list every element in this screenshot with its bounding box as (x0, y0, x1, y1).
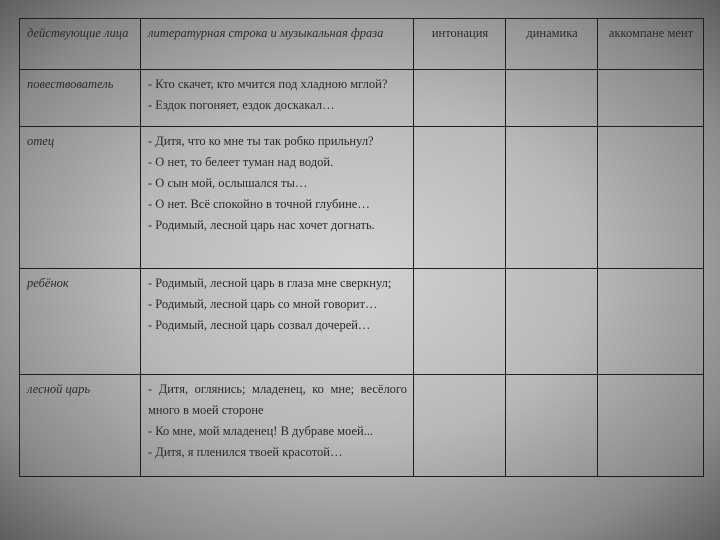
phrase-cell (141, 70, 414, 127)
phrase-cell (141, 269, 414, 375)
dynamics-cell[interactable] (506, 375, 598, 477)
table-row (20, 269, 704, 375)
header-intonation: интонация (414, 19, 506, 70)
phrase-line: - Родимый, лесной царь в глаза мне сверкнул; (148, 276, 392, 290)
intonation-cell[interactable] (414, 375, 506, 477)
role-cell: отец (20, 127, 141, 269)
dynamics-cell[interactable] (506, 127, 598, 269)
phrase-line: - Дитя, оглянись; младенец, ко мне; весёлого много в моей стороне (148, 382, 407, 417)
phrase-line: - Кто скачет, кто мчится под хладною мглой? (148, 77, 388, 91)
phrase-line: - Дитя, что ко мне ты так робко прильнул? (148, 134, 374, 148)
intonation-cell[interactable] (414, 70, 506, 127)
table-row (20, 127, 704, 269)
phrase-line: - Ко мне, мой младенец! В дубраве моей... (148, 424, 374, 438)
worksheet-table (19, 18, 704, 477)
accompaniment-cell[interactable] (598, 269, 704, 375)
table-row (20, 375, 704, 477)
header-dynamics: динамика (506, 19, 598, 70)
intonation-cell[interactable] (414, 127, 506, 269)
accompaniment-cell[interactable] (598, 70, 704, 127)
phrase-line: - Родимый, лесной царь со мной говорит… (148, 297, 378, 311)
phrase-line: - Дитя, я пленился твоей красотой… (148, 445, 343, 459)
phrase-cell (141, 127, 414, 269)
role-cell: ребёнок (20, 269, 141, 375)
dynamics-cell[interactable] (506, 70, 598, 127)
header-row (20, 19, 704, 70)
role-cell: лесной царь (20, 375, 141, 477)
header-accompaniment: аккомпане мент (598, 19, 704, 70)
accompaniment-cell[interactable] (598, 127, 704, 269)
phrase-line: - О нет. Всё спокойно в точной глубине… (148, 197, 370, 211)
phrase-line: - Родимый, лесной царь нас хочет догнать. (148, 218, 375, 232)
table-row (20, 70, 704, 127)
intonation-cell[interactable] (414, 269, 506, 375)
header-characters: действующие лица (20, 19, 141, 70)
phrase-line: - О нет, то белеет туман над водой. (148, 155, 334, 169)
phrase-line: - Родимый, лесной царь созвал дочерей… (148, 318, 371, 332)
role-cell: повествователь (20, 70, 141, 127)
phrase-cell (141, 375, 414, 477)
dynamics-cell[interactable] (506, 269, 598, 375)
header-phrase: литературная строка и музыкальная фраза (141, 19, 414, 70)
phrase-line: - Ездок погоняет, ездок доскакал… (148, 98, 335, 112)
accompaniment-cell[interactable] (598, 375, 704, 477)
phrase-line: - О сын мой, ослышался ты… (148, 176, 308, 190)
